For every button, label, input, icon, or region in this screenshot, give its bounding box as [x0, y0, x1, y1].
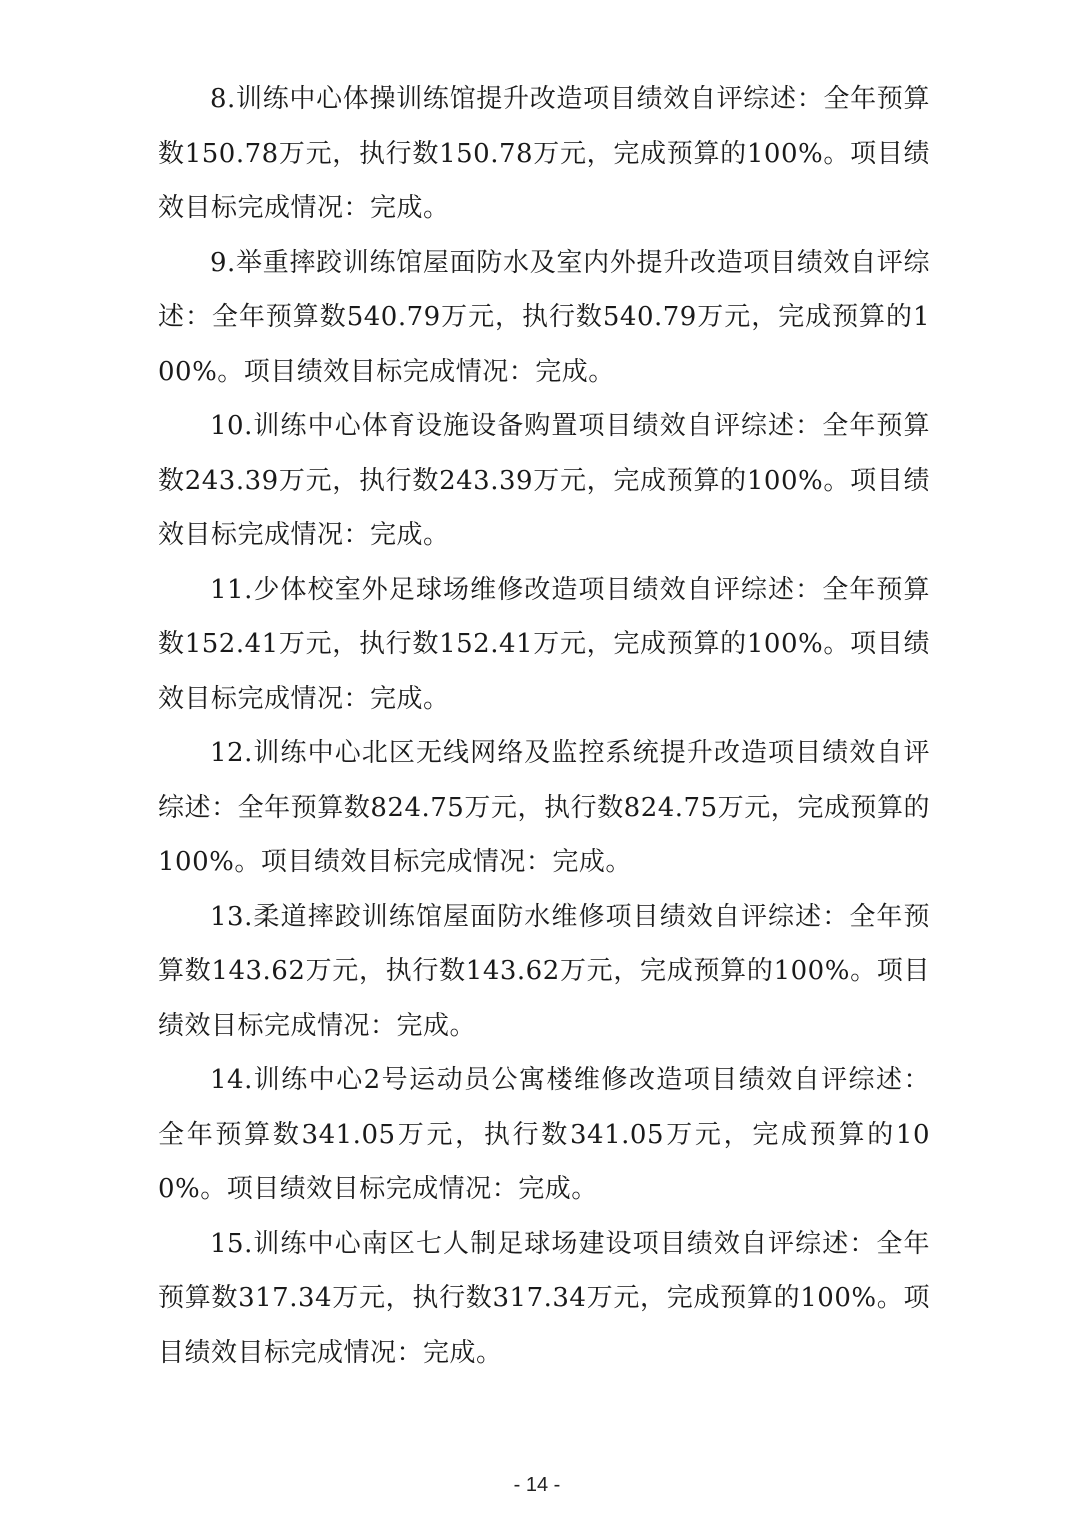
paragraph-item-9: 9.举重摔跤训练馆屋面防水及室内外提升改造项目绩效自评综述：全年预算数540.79万元，执行数540.79万元，完成预算的100%。项目绩效目标完成情况：完成。 — [158, 247, 930, 387]
paragraph-item-13: 13.柔道摔跤训练馆屋面防水维修项目绩效自评综述：全年预算数143.62万元，执行数143.62万元，完成预算的100%。项目绩效目标完成情况：完成。 — [158, 901, 930, 1041]
paragraph-item-14: 14.训练中心2号运动员公寓楼维修改造项目绩效自评综述：全年预算数341.05万元，执行数341.05万元，完成预算的100%。项目绩效目标完成情况：完成。 — [158, 1065, 930, 1204]
paragraph-item-11: 11.少体校室外足球场维修改造项目绩效自评综述：全年预算数152.41万元，执行数152.41万元，完成预算的100%。项目绩效目标完成情况：完成。 — [158, 574, 930, 714]
document-body — [158, 72, 930, 1380]
paragraph-item-12: 12.训练中心北区无线网络及监控系统提升改造项目绩效自评综述：全年预算数824.75万元，执行数824.75万元，完成预算的100%。项目绩效目标完成情况：完成。 — [158, 738, 930, 877]
paragraph-item-10: 10.训练中心体育设施设备购置项目绩效自评综述：全年预算数243.39万元，执行数243.39万元，完成预算的100%。项目绩效目标完成情况：完成。 — [158, 411, 930, 550]
paragraph-item-8: 8.训练中心体操训练馆提升改造项目绩效自评综述：全年预算数150.78万元，执行数150.78万元，完成预算的100%。项目绩效目标完成情况：完成。 — [158, 84, 930, 223]
page-number: - 14 - — [513, 1474, 561, 1496]
paragraph-item-15: 15.训练中心南区七人制足球场建设项目绩效自评综述：全年预算数317.34万元，执行数317.34万元，完成预算的100%。项目绩效目标完成情况：完成。 — [158, 1228, 930, 1368]
